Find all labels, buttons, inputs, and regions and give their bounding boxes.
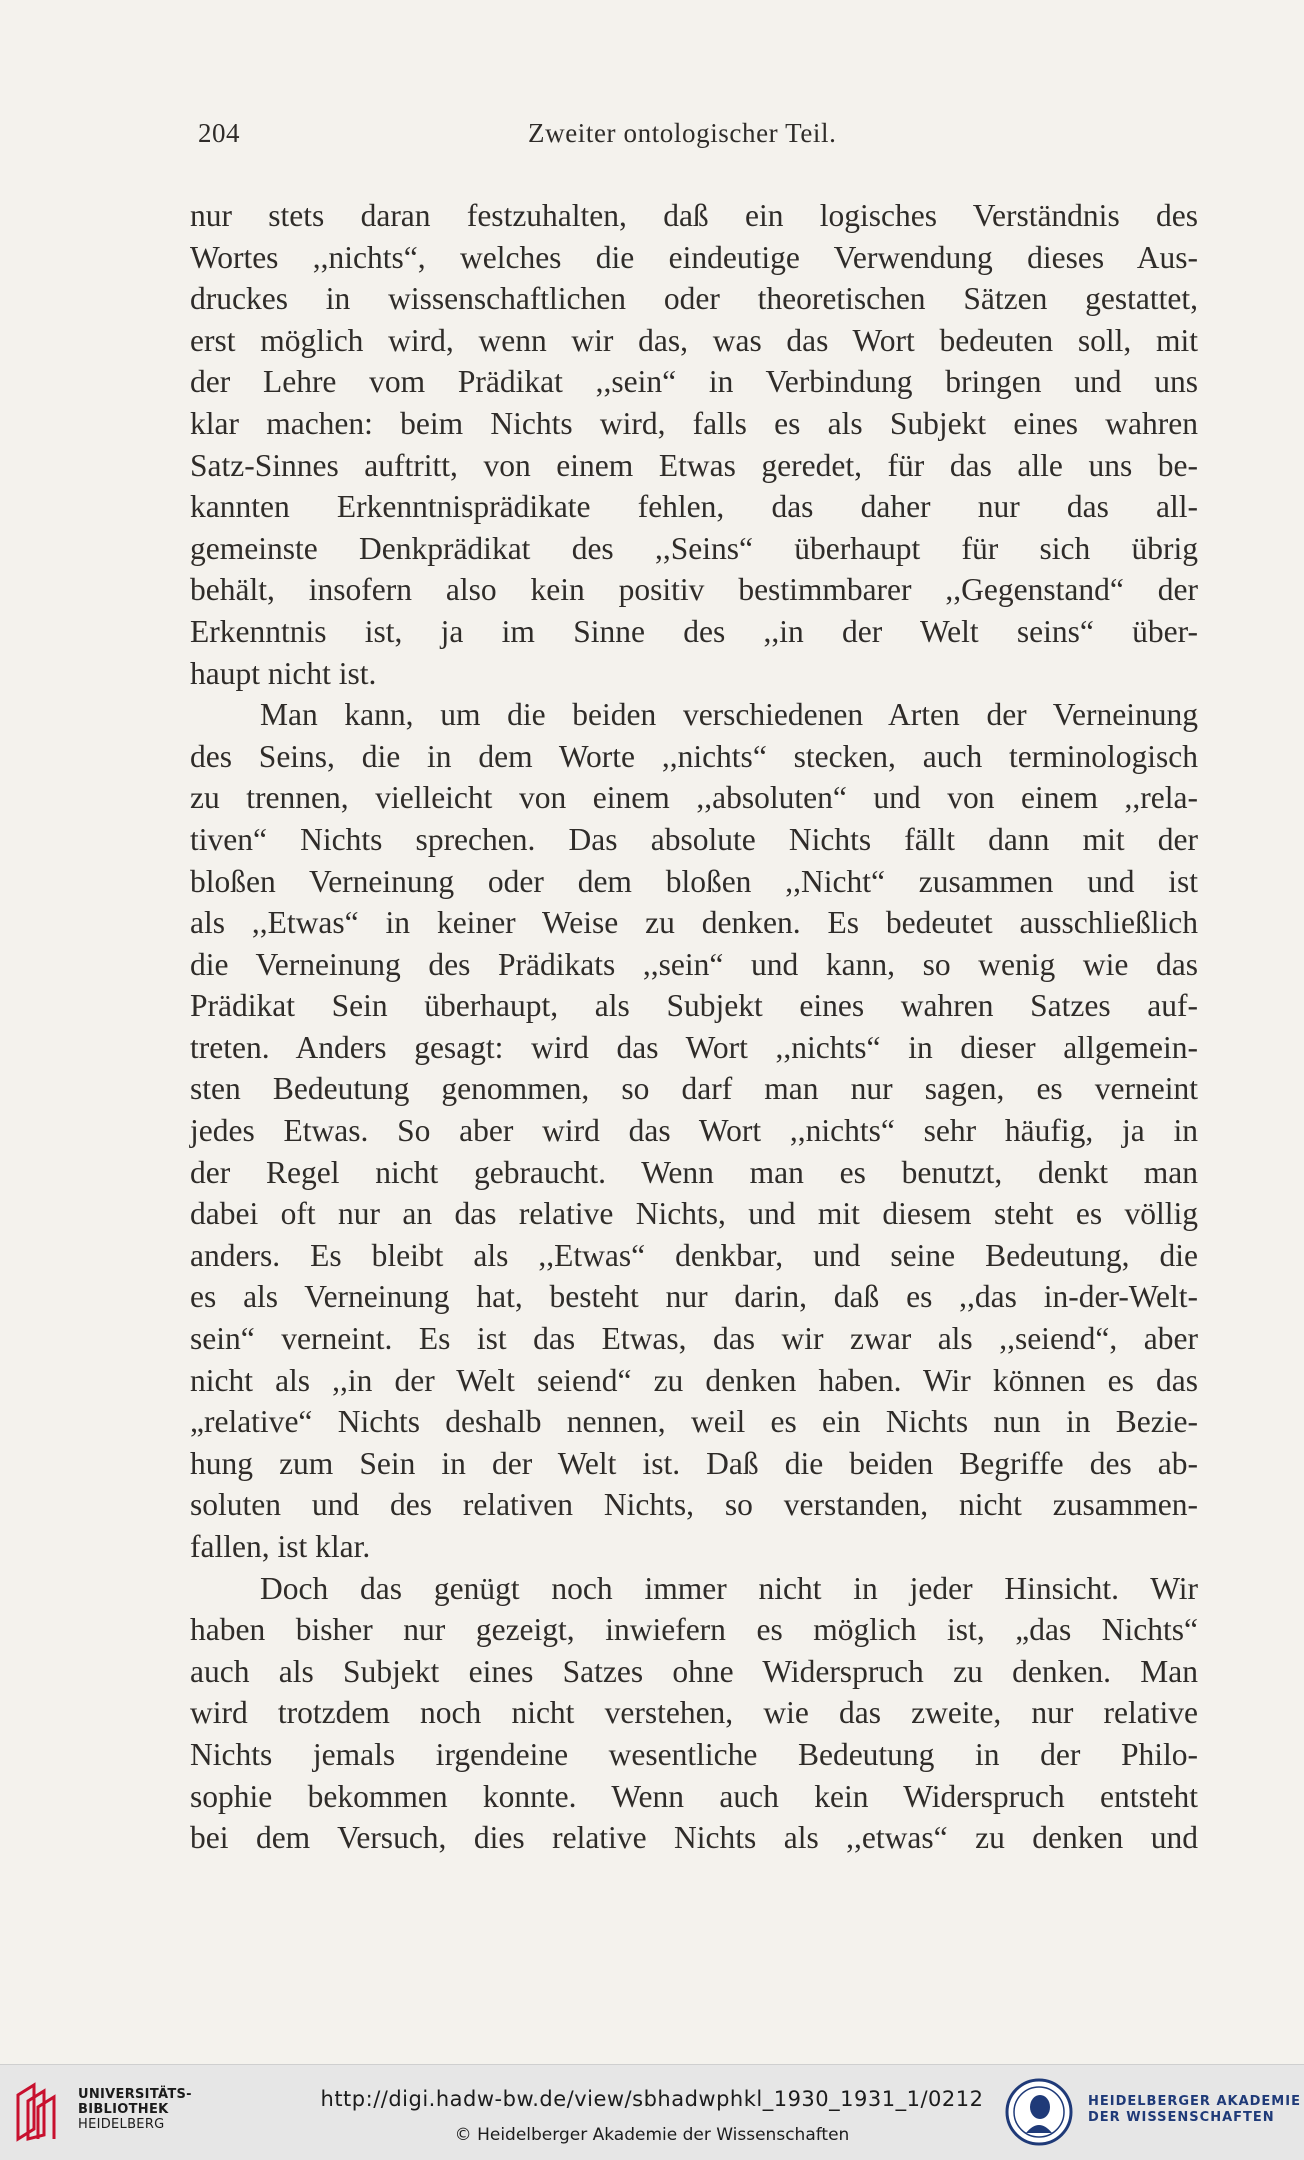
library-city: HEIDELBERG bbox=[78, 2117, 165, 2132]
text-line: haupt nicht ist. bbox=[190, 655, 377, 691]
text-line: wird trotzdem noch nicht verstehen, wie das zweite, nur relative bbox=[190, 1695, 1198, 1731]
text-line: behält, insofern also kein positiv bestimmbarer ,,Gegenstand“ der bbox=[190, 572, 1198, 608]
text-line: die Verneinung des Prädikats ,,sein“ und kann, so wenig wie das bbox=[190, 946, 1198, 982]
text-line: haben bisher nur gezeigt, inwiefern es möglich ist, „das Nichts“ bbox=[190, 1612, 1198, 1648]
text-line: klar machen: beim Nichts wird, falls es als Subjekt eines wahren bbox=[190, 405, 1198, 441]
text-line: Nichts jemals irgendeine wesentliche Bedeutung in der Philo- bbox=[190, 1736, 1198, 1772]
text-line: erst möglich wird, wenn wir das, was das Wort bedeuten soll, mit bbox=[190, 322, 1198, 358]
text-line: fallen, ist klar. bbox=[190, 1529, 371, 1564]
text-line: druckes in wissenschaftlichen oder theoretischen Sätzen gestattet, bbox=[190, 281, 1198, 317]
text-line: hung zum Sein in der Welt ist. Daß die beiden Begriffe des ab- bbox=[190, 1445, 1198, 1481]
text-line: soluten und des relativen Nichts, so verstanden, nicht zusammen- bbox=[190, 1487, 1198, 1523]
library-name-line: BIBLIOTHEK bbox=[78, 2102, 169, 2117]
text-line: der Regel nicht gebraucht. Wenn man es benutzt, denkt man bbox=[190, 1154, 1198, 1190]
page-header bbox=[198, 118, 1196, 162]
text-line: es als Verneinung hat, besteht nur darin, daß es ,,das in-der-Welt- bbox=[190, 1279, 1198, 1315]
academy-seal-icon bbox=[1004, 2077, 1074, 2147]
text-line: treten. Anders gesagt: wird das Wort ,,nichts“ in dieser allgemein- bbox=[190, 1029, 1198, 1065]
text-line: Erkenntnis ist, ja im Sinne des ,,in der Welt seins“ über- bbox=[190, 613, 1198, 649]
text-line: dabei oft nur an das relative Nichts, und mit diesem steht es völlig bbox=[190, 1196, 1198, 1232]
copyright-notice: © Heidelberger Akademie der Wissenschaften bbox=[454, 2125, 850, 2145]
text-line: sten Bedeutung genommen, so darf man nur sagen, es verneint bbox=[190, 1071, 1198, 1107]
text-line: gemeinste Denkprädikat des ,,Seins“ überhaupt für sich übrig bbox=[190, 530, 1198, 566]
text-line: nicht als ,,in der Welt seiend“ zu denken haben. Wir können es das bbox=[190, 1362, 1198, 1398]
text-line: als ,,Etwas“ in keiner Weise zu denken. Es bedeutet ausschließlich bbox=[190, 905, 1198, 941]
academy-name-line: DER WISSENSCHAFTEN bbox=[1088, 2110, 1275, 2125]
text-line: tiven“ Nichts sprechen. Das absolute Nichts fällt dann mit der bbox=[190, 821, 1198, 857]
text-line: sein“ verneint. Es ist das Etwas, das wir zwar als ,,seiend“, aber bbox=[190, 1321, 1198, 1357]
text-line: nur stets daran festzuhalten, daß ein logisches Verständnis des bbox=[190, 198, 1198, 233]
text-line: Prädikat Sein überhaupt, als Subjekt eines wahren Satzes auf- bbox=[190, 988, 1198, 1024]
text-line: „relative“ Nichts deshalb nennen, weil es ein Nichts nun in Bezie- bbox=[190, 1404, 1198, 1440]
text-line: der Lehre vom Prädikat ,,sein“ in Verbindung bringen und uns bbox=[190, 364, 1198, 400]
text-line: kannten Erkenntnisprädikate fehlen, das daher nur das all- bbox=[190, 489, 1198, 525]
text-line: des Seins, die in dem Worte ,,nichts“ stecken, auch terminologisch bbox=[190, 738, 1198, 774]
viewer-footer bbox=[0, 2064, 1304, 2160]
text-line: auch als Subjekt eines Satzes ohne Widerspruch zu denken. Man bbox=[190, 1653, 1198, 1689]
page-number: 204 bbox=[198, 118, 240, 148]
body-text bbox=[190, 195, 1198, 1859]
text-line: jedes Etwas. So aber wird das Wort ,,nichts“ sehr häufig, ja in bbox=[190, 1113, 1198, 1149]
running-title: Zweiter ontologischer Teil. bbox=[528, 118, 837, 148]
page-url-link[interactable]: http://digi.hadw-bw.de/view/sbhadwphkl_1930_1931_1/0212 bbox=[320, 2087, 984, 2111]
academy-name bbox=[1088, 2094, 1301, 2126]
text-line: anders. Es bleibt als ,,Etwas“ denkbar, und seine Bedeutung, die bbox=[190, 1237, 1198, 1273]
text-line: bei dem Versuch, dies relative Nichts als ,,etwas“ zu denken und bbox=[190, 1820, 1198, 1856]
text-line: Wortes ,,nichts“, welches die eindeutige Verwendung dieses Aus- bbox=[190, 239, 1198, 275]
academy-name-line: HEIDELBERGER AKADEMIE bbox=[1088, 2094, 1301, 2109]
paragraph-start-line: Doch das genügt noch immer nicht in jeder Hinsicht. Wir bbox=[260, 1570, 1198, 1606]
text-line: Satz-Sinnes auftritt, von einem Etwas geredet, für das alle uns be- bbox=[190, 447, 1198, 483]
paragraph-start-line: Man kann, um die beiden verschiedenen Arten der Verneinung bbox=[260, 697, 1198, 733]
text-line: sophie bekommen konnte. Wenn auch kein Widerspruch entsteht bbox=[190, 1778, 1198, 1814]
library-name-line: UNIVERSITÄTS- bbox=[78, 2087, 192, 2102]
text-line: zu trennen, vielleicht von einem ,,absoluten“ und von einem ,,rela- bbox=[190, 780, 1198, 816]
text-line: bloßen Verneinung oder dem bloßen ,,Nicht“ zusammen und ist bbox=[190, 863, 1198, 899]
